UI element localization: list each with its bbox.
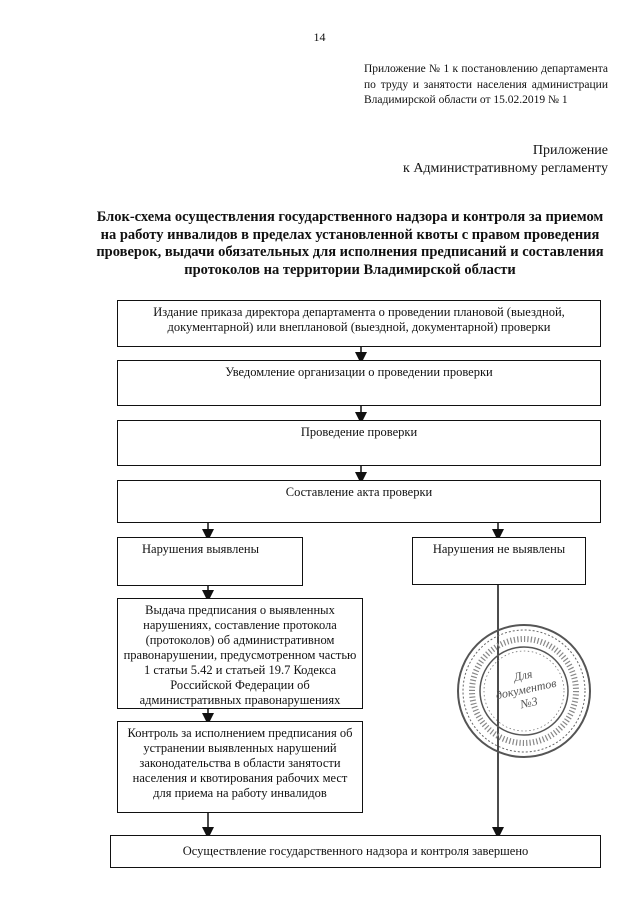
- box-control: Контроль за исполнением предписания об устранении выявленных нарушений законодательства в области занятости населения и квотирования рабочих мест для приема на работу инвалидов: [117, 721, 363, 813]
- document-title: Блок-схема осуществления государственного надзора и контроля за приемом на работу инвалидов в пределах установленной квоты с правом проведения проверок, выдачи обязательных для исполнения предписаний и составления протоколов на территории Владимирской области: [96, 209, 604, 278]
- official-seal-stamp: [455, 622, 593, 760]
- seal-center-text: Для документов №3: [494, 666, 558, 712]
- box-act: Составление акта проверки: [117, 480, 601, 523]
- box-prescription: Выдача предписания о выявленных нарушениях, составление протокола (протоколов) об административном правонарушении, предусмотренном частью 1 статьи 5.42 и статьей 19.7 Кодекса Российской Федерации об административных правонарушениях: [117, 598, 363, 709]
- box-order: Издание приказа директора департамента о проведении плановой (выездной, документарной) или внеплановой (выездной, документарной) проверки: [117, 300, 601, 347]
- appendix-right-line2: к Административному регламенту: [403, 161, 608, 176]
- box-inspection: Проведение проверки: [117, 420, 601, 466]
- appendix-right-line1: Приложение: [532, 143, 608, 158]
- box-violations-found: Нарушения выявлены: [117, 537, 303, 586]
- box-final: Осуществление государственного надзора и контроля завершено: [110, 835, 601, 868]
- appendix-note: Приложение № 1 к постановлению департамента по труду и занятости населения администрации Владимирской области от 15.02.2019 № 1: [364, 63, 608, 106]
- page-number: 14: [313, 30, 326, 44]
- box-violations-not-found: Нарушения не выявлены: [412, 537, 586, 585]
- box-notify: Уведомление организации о проведении проверки: [117, 360, 601, 406]
